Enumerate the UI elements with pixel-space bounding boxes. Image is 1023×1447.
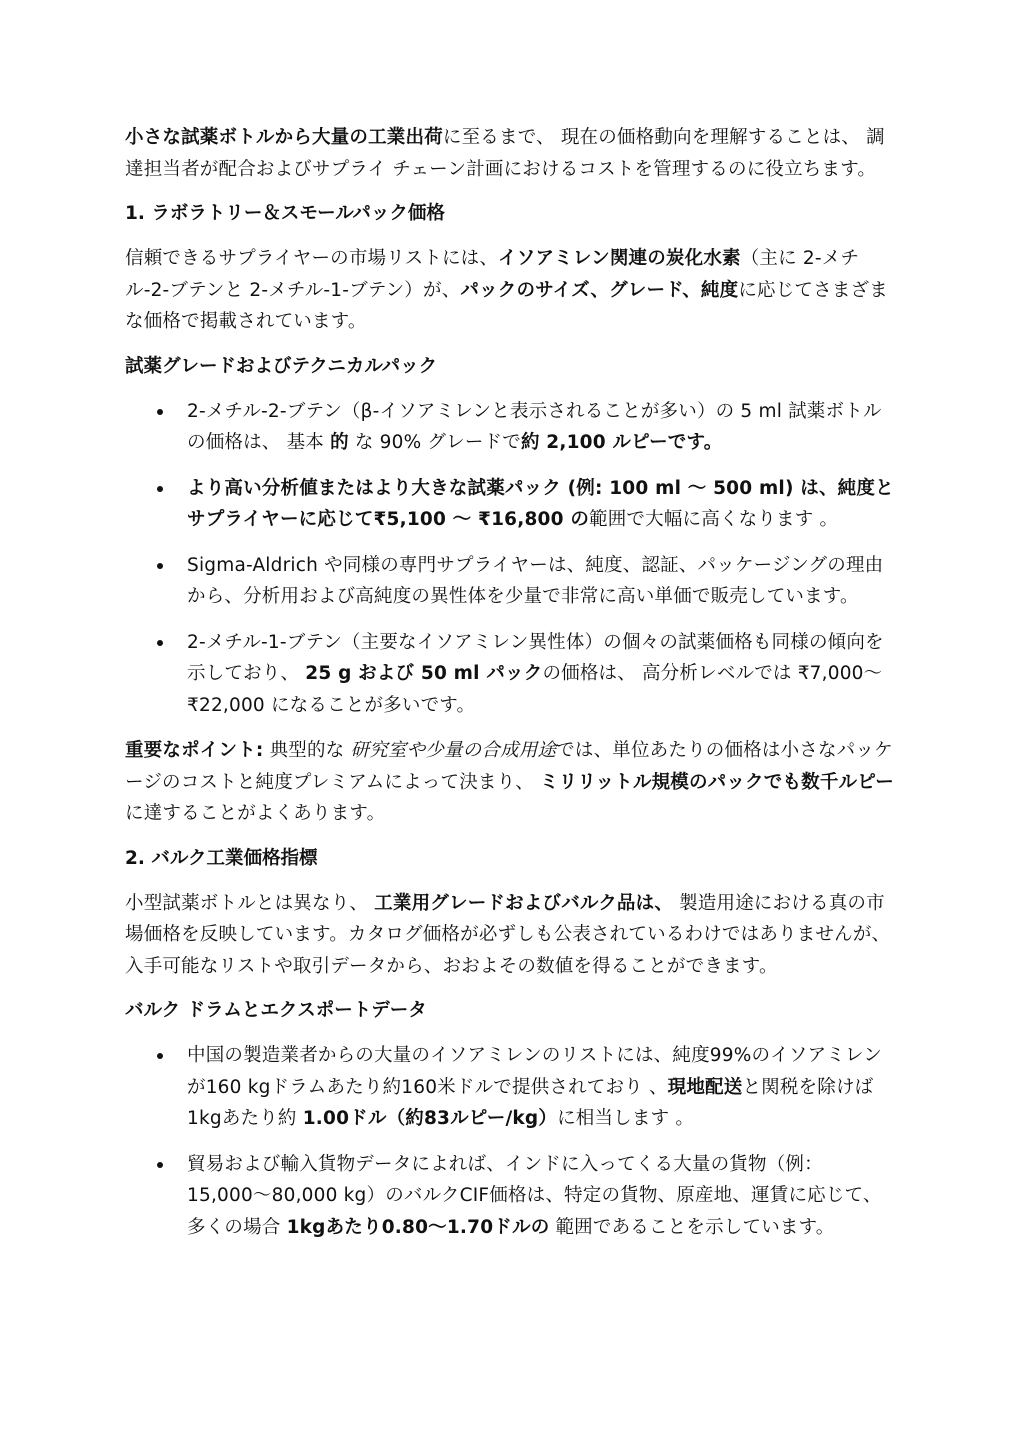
bullet-dot-icon: [157, 409, 163, 415]
bullet-text: と関税を除けば1kgあたり約: [187, 1076, 874, 1129]
keypoint-label: 重要なポイント:: [125, 740, 264, 761]
bullet-text: Sigma-Aldrich や同様の専門サプライヤーは、純度、認証、パッケージングの理由から、分析用および高純度の異性体を少量で非常に高い単価で販売しています。: [187, 554, 884, 607]
section1-bold-1: イソアミレン関連の炭化水素: [498, 248, 741, 269]
section1-text-2: （主に 2-メチル-2-ブテンと 2-メチル-1-ブテン）が、: [125, 248, 860, 301]
keypoint-paragraph: [125, 735, 898, 830]
keypoint-italic: 研究室や少量の合成用途: [350, 740, 557, 761]
section1-subheading: 試薬グレードおよびテクニカルパック: [125, 355, 438, 377]
list-item: [125, 396, 898, 459]
bullet-text: 貿易および輸入貨物データによれば、インドに入ってくる大量の貨物（例：15,000〜80,000 kg）のバルクCIF価格は、特定の貨物、原産地、運賃に応じて、多くの場合: [187, 1153, 882, 1238]
bullet-bold: 現地配送: [667, 1076, 743, 1098]
keypoint-text: では、単位あたりの価格は小さなパッケージのコストと純度プレミアムによって決まり、: [125, 740, 893, 793]
bullet-text: に相当します 。: [557, 1108, 695, 1129]
section2-bullet-list: [125, 1040, 898, 1243]
bullet-text: 範囲であることを示しています。: [549, 1216, 835, 1238]
keypoint-bold: ミリリットル規模のパックでも数千ルピー: [540, 771, 894, 793]
bullet-text: の価格は、 高分析レベルでは ₹7,000〜₹22,000 になることが多いです。: [187, 663, 883, 716]
section1-heading: 1. ラボラトリー＆スモールパック価格: [125, 203, 445, 224]
keypoint-text: 典型的な: [263, 740, 351, 761]
list-item: [125, 627, 898, 722]
bullet-bold: 的: [330, 432, 349, 453]
list-item: [125, 1149, 898, 1244]
bullet-dot-icon: [157, 486, 163, 492]
bullet-dot-icon: [157, 1053, 163, 1059]
section1-text-3: に応じてさまざまな価格で掲載されています。: [125, 279, 888, 332]
section2-text-1: 小型試薬ボトルとは異なり、: [125, 892, 375, 914]
intro-paragraph: [125, 122, 898, 185]
bullet-dot-icon: [157, 640, 163, 646]
keypoint-text: に達することがよくあります。: [125, 803, 386, 824]
section2-heading: 2. バルク工業価格指標: [125, 847, 318, 869]
bullet-bold: 25 g および 50 ml パック: [305, 663, 543, 684]
bullet-text: 中国の製造業者からの大量のイソアミレンのリストには、純度99%のイソアミレンが160 kgドラムあたり約160米ドルで提供されており 、: [187, 1045, 882, 1098]
bullet-bold: 1.00ドル（約83ルピー/kg）: [302, 1108, 558, 1129]
bullet-dot-icon: [157, 1162, 163, 1168]
bullet-text: 範囲で大幅に高くなります 。: [589, 509, 839, 530]
intro-bold-phrase: 小さな試薬ボトルから大量の工業出荷: [125, 127, 443, 148]
section1-text-1: 信頼できるサプライヤーの市場リストには、: [125, 248, 499, 269]
list-item: [125, 550, 898, 613]
section1-bullet-list: [125, 396, 898, 722]
section2-bold-1: 工業用グレードおよびバルク品は、: [374, 892, 674, 914]
bullet-text: 2-メチル-1-ブテン（主要なイソアミレン異性体）の個々の試薬価格も同様の傾向を示しており、: [187, 631, 884, 684]
bullet-bold: より高い分析値またはより大きな試薬パック (例: 100 ml 〜 500 ml) は、純度とサプライヤーに応じて₹5,100 〜 ₹16,800 の: [187, 477, 894, 530]
section1-paragraph: [125, 243, 898, 338]
section2-text-2: 製造用途における真の市場価格を反映しています。カタログ価格が必ずしも公表されているわけではありませんが、入手可能なリストや取引データから、おおよその数値を得ることができます。: [125, 892, 891, 977]
list-item: [125, 473, 898, 536]
bullet-bold: 1kgあたり0.80〜1.70ドルの: [286, 1216, 550, 1238]
bullet-dot-icon: [157, 563, 163, 569]
section2-paragraph: [125, 888, 898, 983]
bullet-bold: 約 2,100 ルピーです。: [520, 432, 723, 453]
section1-bold-2: パックのサイズ、グレード、純度: [460, 279, 739, 301]
list-item: [125, 1040, 898, 1135]
section2-subheading: バルク ドラムとエクスポートデータ: [125, 1000, 427, 1021]
bullet-text: 2-メチル-2-ブテン（β-イソアミレンと表示されることが多い）の 5 ml 試薬ボトルの価格は、 基本: [187, 400, 882, 453]
intro-text: に至るまで、 現在の価格動向を理解することは、 調達担当者が配合およびサプライ チェーン計画におけるコストを管理するのに役立ちます。: [125, 127, 885, 180]
bullet-text: な 90% グレードで: [348, 432, 521, 453]
